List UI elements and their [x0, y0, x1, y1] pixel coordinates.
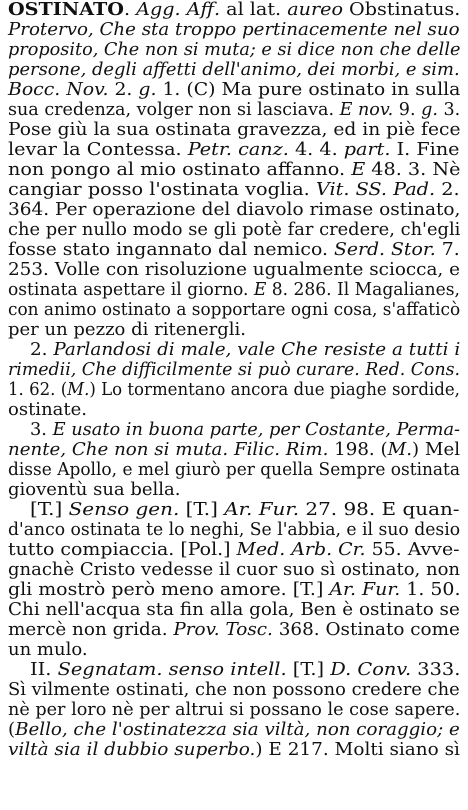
text-run: Obstinatus.: [342, 0, 461, 20]
italic-text: Med. Arb. Cr.: [236, 539, 366, 560]
italic-text: Petr. canz.: [187, 139, 289, 160]
text-run: disse Apollo, e mel giurò per quella Sempre ostinata: [8, 459, 461, 480]
entry-line: [8, 640, 88, 660]
entry-line: [8, 0, 460, 20]
text-run: 333.: [411, 659, 461, 680]
entry-line: [8, 380, 460, 400]
text-run: nè per loro nè per altrui si possano le cose sapere.: [8, 699, 461, 720]
italic-text: Serd. Stor.: [333, 239, 436, 260]
text-run: 48. 3. Nè: [365, 159, 461, 180]
text-run: 198. (: [328, 439, 388, 460]
italic-text: nente, Che non si muta. Filic. Rim.: [8, 439, 329, 460]
entry-line: [8, 440, 460, 460]
entry-line: [8, 260, 460, 280]
entry-line: [8, 720, 460, 740]
italic-text: E nov.: [339, 99, 394, 120]
text-run: d'anco ostinata te lo neghi, Se l'abbia, e il suo desio: [8, 519, 461, 540]
text-run: I. Fine: [390, 139, 460, 160]
italic-text: viltà sia il dubbio superbo.: [8, 739, 256, 760]
entry-line: [8, 520, 460, 540]
entry-line: [8, 20, 460, 40]
text-run: cangiar posso l'ostinata voglia.: [8, 179, 316, 200]
text-run: 7.: [435, 239, 460, 260]
italic-text: M.: [387, 439, 413, 460]
italic-text: Segnatam. senso intell.: [57, 659, 287, 680]
italic-text: Bocc. Nov.: [8, 79, 109, 100]
text-run: 9.: [393, 99, 422, 120]
text-run: per un pezzo di ritenergli.: [8, 319, 246, 340]
text-run: 1. 62. (: [8, 379, 68, 400]
text-run: 1. (C) Ma pure ostinato in sulla: [156, 79, 461, 100]
italic-text: Ar. Fur.: [224, 499, 300, 520]
entry-line: [8, 300, 460, 320]
entry-line: [30, 500, 460, 520]
italic-text: g.: [138, 79, 157, 100]
entry-line: [8, 560, 460, 580]
text-run: Pose giù la sua ostinata gravezza, ed in piè fece: [8, 119, 461, 140]
italic-text: D. Conv.: [330, 659, 412, 680]
italic-text: Protervo, Che sta troppo pertinacemente nel suo: [8, 19, 460, 40]
italic-text: proposito, Che non si muta; e si dice non che delle: [8, 39, 461, 60]
text-run: 55. Avve-: [365, 539, 460, 560]
entry-line: [8, 160, 460, 180]
entry-line: [8, 200, 460, 220]
text-run: 4. 4.: [288, 139, 344, 160]
entry-line: [8, 40, 460, 60]
text-run: ostinate.: [8, 399, 87, 420]
italic-text: persone, degli affetti dell'animo, dei morbi, e sim.: [8, 59, 460, 80]
italic-text: E: [253, 279, 267, 300]
entry-line: [8, 80, 460, 100]
italic-text: g.: [421, 99, 438, 120]
text-run: 364. Per operazione del diavolo rimase ostinato,: [8, 199, 461, 220]
italic-text: Agg. Aff.: [136, 0, 221, 20]
text-run: ) E 217. Molti siano sì: [255, 739, 460, 760]
text-run: [T.]: [179, 499, 225, 520]
text-run: non pongo al mio ostinato affanno.: [8, 159, 352, 180]
text-run: II.: [30, 659, 58, 680]
italic-text: E: [351, 159, 366, 180]
text-run: un mulo.: [8, 639, 88, 660]
italic-text: rimedii, Che difficilmente si può curare. Red. Cons.: [8, 359, 461, 380]
text-run: 2.: [435, 179, 460, 200]
entry-line: [8, 280, 460, 300]
text-run: 2.: [30, 339, 54, 360]
italic-text: E usato in buona parte, per Costante, Perma-: [52, 419, 461, 440]
text-run: ) Mel: [412, 439, 461, 460]
entry-line: [8, 480, 181, 500]
text-run: 27. 98. E quan-: [299, 499, 460, 520]
text-run: ) Lo tormentano ancora due piaghe sordide,: [89, 379, 460, 400]
italic-text: Vit. SS. Pad.: [315, 179, 436, 200]
text-run: (: [8, 719, 16, 740]
italic-text: Prov. Tosc.: [173, 619, 273, 640]
entry-line: [30, 420, 460, 440]
headword: OSTINATO: [8, 0, 124, 20]
text-run: 2.: [108, 79, 139, 100]
text-run: .: [123, 0, 137, 20]
entry-line: [8, 460, 460, 480]
entry-line: [8, 600, 460, 620]
text-run: fosse stato ingannato dal nemico.: [8, 239, 334, 260]
entry-line: [8, 180, 460, 200]
italic-text: aureo: [287, 0, 343, 20]
text-run: sua credenza, volger non si lasciava.: [8, 99, 340, 120]
italic-text: Senso gen.: [68, 499, 180, 520]
italic-text: part.: [343, 139, 391, 160]
text-run: che per nullo modo se gli potè far credere, ch'egli: [8, 219, 461, 240]
text-run: al lat.: [220, 0, 288, 20]
text-run: tutto compiaccia. [Pol.]: [8, 539, 237, 560]
entry-line: [8, 120, 461, 140]
text-run: con animo ostinato a sopportare ogni cosa, s'affaticò: [8, 299, 461, 320]
text-run: gioventù sua bella.: [8, 479, 181, 500]
text-run: [T.]: [30, 499, 69, 520]
entry-line: [8, 400, 87, 420]
text-run: 368. Ostinato come: [272, 619, 460, 640]
entry-line: [8, 220, 460, 240]
entry-line: [8, 140, 460, 160]
text-run: 3.: [437, 99, 461, 120]
entry-line: [8, 740, 460, 760]
text-run: gnachè Cristo vedesse il cuor suo sì ostinato, non: [8, 559, 461, 580]
italic-text: Ar. Fur.: [329, 579, 401, 600]
entry-line: [30, 660, 460, 680]
entry-line: [8, 700, 460, 720]
italic-text: M.: [67, 379, 90, 400]
text-run: levar la Contessa.: [8, 139, 188, 160]
text-run: gli mostrò però meno amore. [T.]: [8, 579, 330, 600]
text-run: 1. 50.: [400, 579, 461, 600]
entry-line: [8, 680, 460, 700]
entry-line: [8, 320, 246, 340]
text-run: mercè non grida.: [8, 619, 174, 640]
text-run: 8. 286. Il Magalianes,: [266, 279, 460, 300]
italic-text: Parlandosi di male, vale Che resiste a tutti i: [53, 339, 461, 360]
text-run: ostinata aspettare il giorno.: [8, 279, 254, 300]
entry-line: [8, 360, 460, 380]
entry-line: [8, 240, 460, 260]
text-run: 253. Volle con risoluzione ugualmente sciocca, e: [8, 259, 460, 280]
entry-line: [8, 60, 460, 80]
text-run: [T.]: [286, 659, 331, 680]
entry-line: [8, 540, 460, 560]
text-run: 3.: [30, 419, 53, 440]
entry-line: [8, 620, 460, 640]
text-run: Sì vilmente ostinati, che non possono credere che: [8, 679, 460, 700]
entry-line: [30, 340, 460, 360]
entry-line: [8, 580, 460, 600]
entry-line: [8, 100, 460, 120]
italic-text: Bello, che l'ostinatezza sia viltà, non coraggio; e: [15, 719, 460, 740]
text-run: Chi nell'acqua sta fin alla gola, Ben è ostinato se: [8, 599, 460, 620]
